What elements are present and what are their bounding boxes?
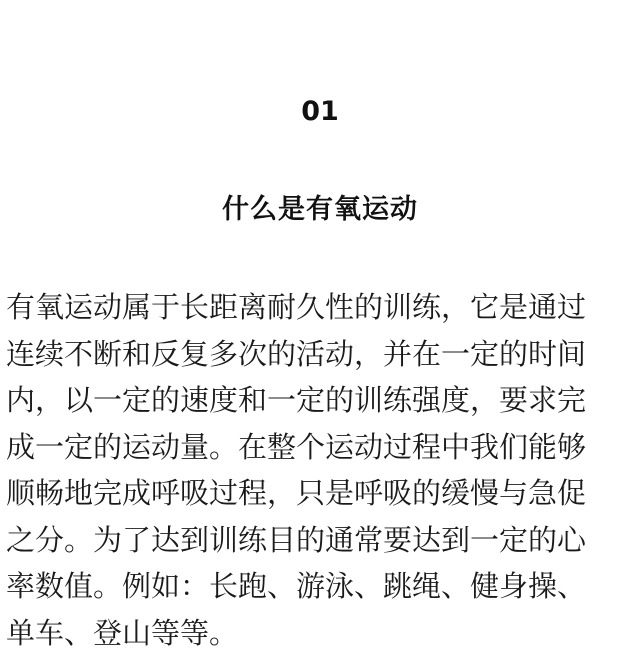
- body-line: 率数值。例如：长跑、游泳、跳绳、健身操、: [6, 569, 587, 603]
- section-title: 什么是有氧运动: [222, 194, 418, 225]
- article-body: [6, 284, 638, 656]
- body-line: 成一定的运动量。在整个运动过程中我们能够: [6, 429, 587, 464]
- body-line: 有氧运动属于长距离耐久性的训练，它是通过: [6, 290, 587, 324]
- body-line: 单车、登山等等。: [6, 615, 239, 650]
- body-line: 连续不断和反复多次的活动，并在一定的时间: [6, 336, 587, 371]
- body-line: 之分。为了达到训练目的通常要达到一定的心: [6, 522, 587, 557]
- body-line: 内，以一定的速度和一定的训练强度，要求完: [6, 383, 587, 417]
- body-line: 顺畅地完成呼吸过程，只是呼吸的缓慢与急促: [6, 476, 587, 510]
- section-number: 01: [301, 96, 339, 127]
